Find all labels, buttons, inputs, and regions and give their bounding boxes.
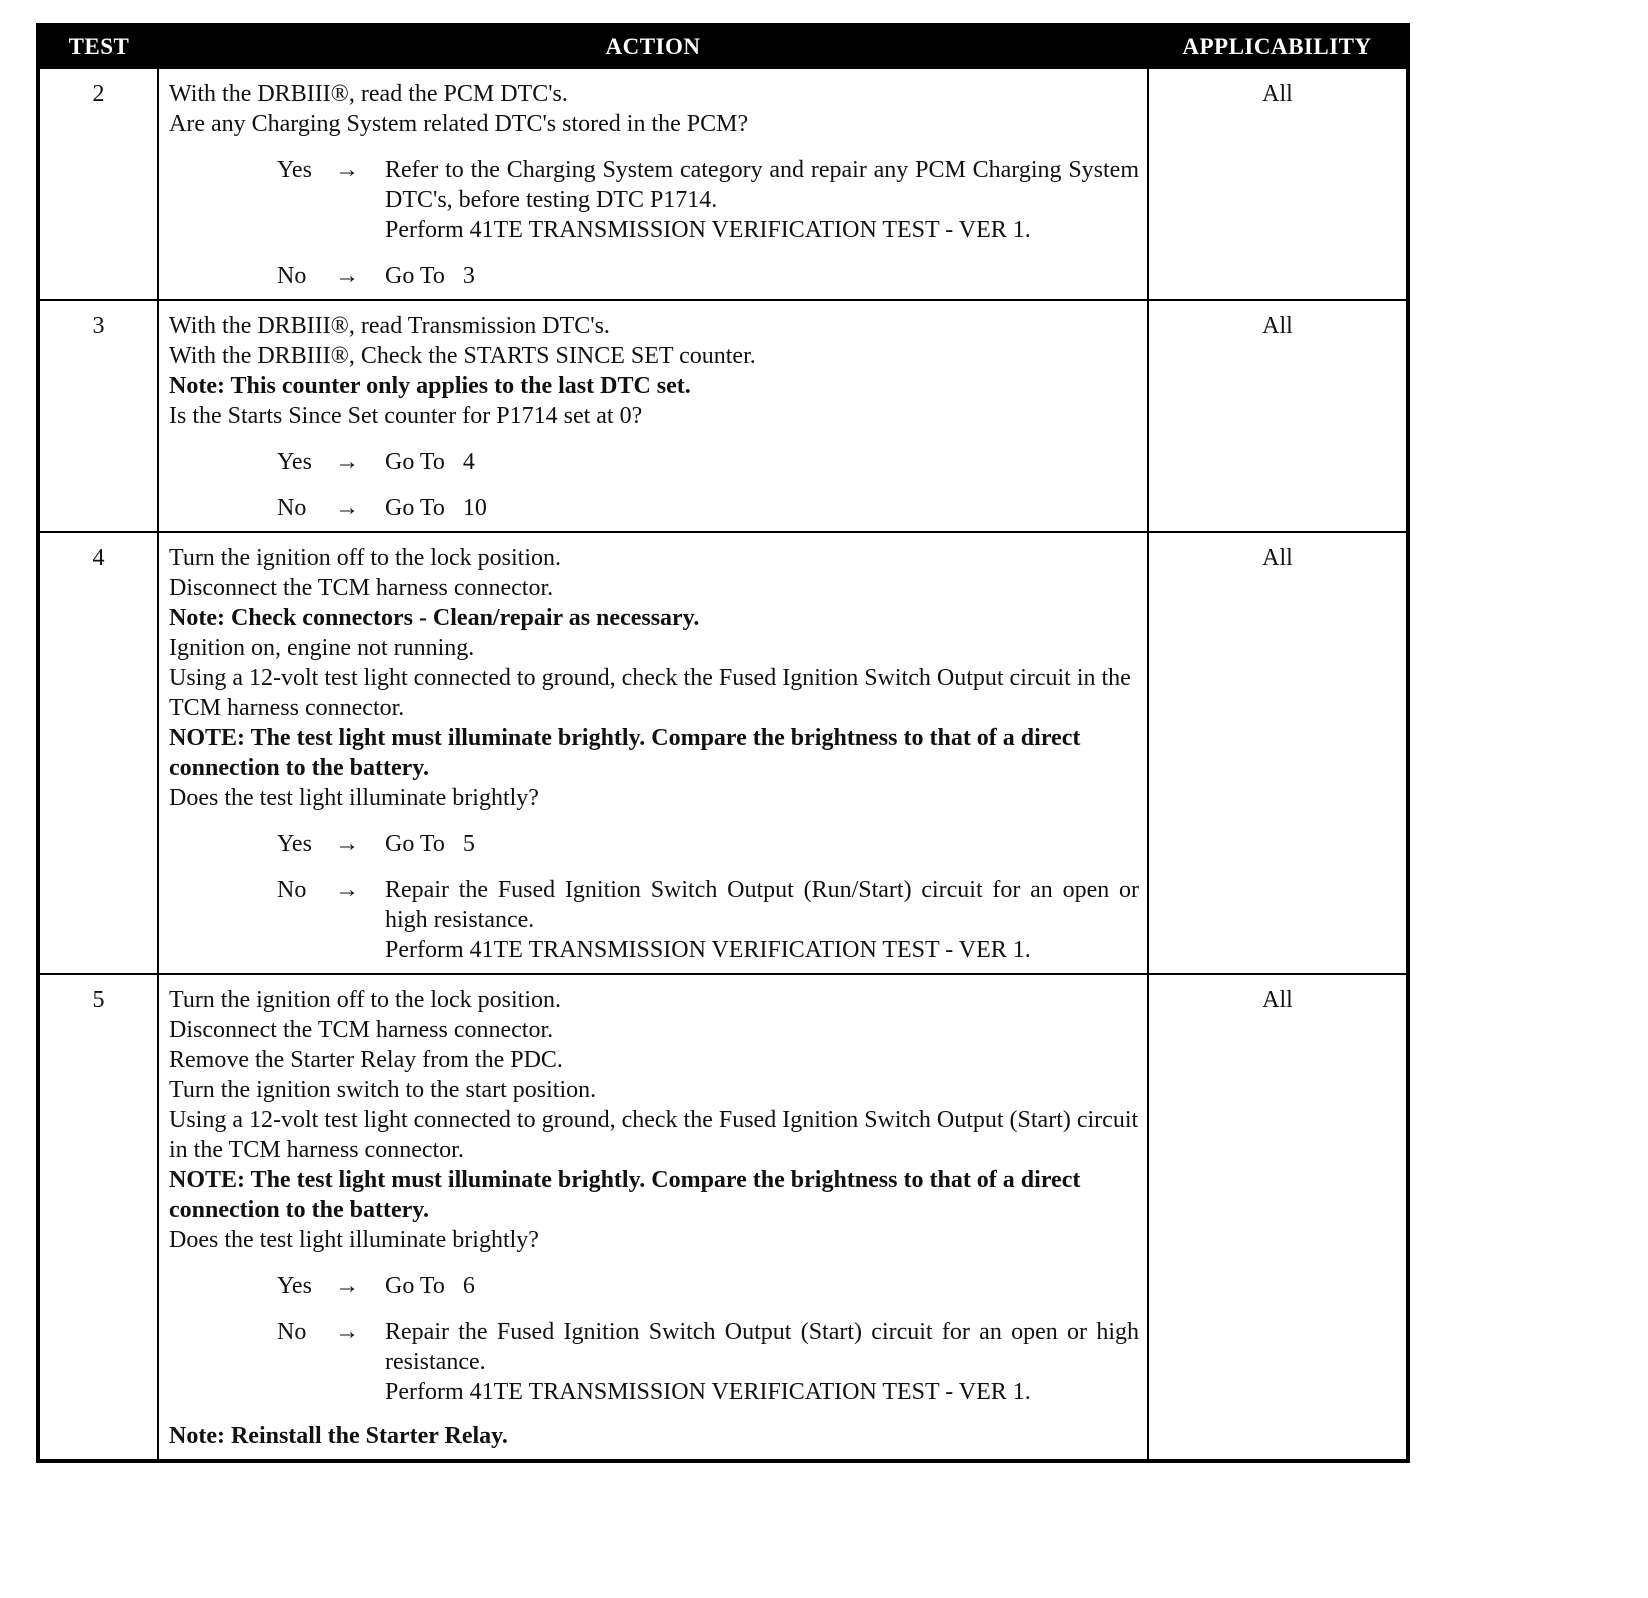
yes-branch bbox=[169, 829, 1139, 859]
yes-label: Yes bbox=[277, 157, 312, 183]
no-result bbox=[385, 1317, 1145, 1407]
yes-label: Yes bbox=[277, 449, 312, 475]
action-cell bbox=[158, 300, 1148, 532]
action-step: Disconnect the TCM harness connector. bbox=[169, 575, 554, 601]
result-line: Go To 6 bbox=[385, 1273, 475, 1299]
arrow-right-icon: → bbox=[335, 831, 359, 857]
action-step: With the DRBIII®, read Transmission DTC's. bbox=[169, 313, 610, 339]
action-step: Is the Starts Since Set counter for P1714 set at 0? bbox=[169, 403, 643, 429]
result-line: Perform 41TE TRANSMISSION VERIFICATION TEST - VER 1. bbox=[385, 217, 1031, 243]
action-step: Ignition on, engine not running. bbox=[169, 635, 475, 661]
applicability-cell: All bbox=[1148, 532, 1408, 974]
yes-result bbox=[385, 155, 1145, 245]
yes-result bbox=[385, 447, 1139, 477]
result-line: Repair the Fused Ignition Switch Output (Start) circuit for an open or high resistance. bbox=[385, 1319, 1145, 1375]
action-step: Are any Charging System related DTC's stored in the PCM? bbox=[169, 111, 749, 137]
arrow-right-icon: → bbox=[335, 157, 359, 183]
action-step: Disconnect the TCM harness connector. bbox=[169, 1017, 554, 1043]
action-step: With the DRBIII®, read the PCM DTC's. bbox=[169, 81, 568, 107]
no-label: No bbox=[277, 1319, 307, 1345]
yes-result bbox=[385, 1271, 1139, 1301]
arrow-right-icon: → bbox=[335, 495, 359, 521]
action-note: NOTE: The test light must illuminate brightly. Compare the brightness to that of a direct connection to the battery. bbox=[169, 1167, 1081, 1223]
table-row bbox=[38, 532, 1408, 974]
arrow-right-icon: → bbox=[335, 1319, 359, 1345]
action-step: Using a 12-volt test light connected to ground, check the Fused Ignition Switch Output (Start) circuit in the TCM harness connector. bbox=[169, 1107, 1139, 1163]
result-line: Repair the Fused Ignition Switch Output (Run/Start) circuit for an open or high resistance. bbox=[385, 877, 1145, 933]
test-number: 3 bbox=[38, 300, 158, 532]
action-note: Note: This counter only applies to the last DTC set. bbox=[169, 373, 691, 399]
header-action: ACTION bbox=[158, 25, 1148, 68]
table-row bbox=[38, 300, 1408, 532]
header-applicability: APPLICABILITY bbox=[1148, 25, 1408, 68]
action-cell bbox=[158, 974, 1148, 1461]
table-row bbox=[38, 68, 1408, 300]
arrow-right-icon: → bbox=[335, 449, 359, 475]
test-number: 5 bbox=[38, 974, 158, 1461]
result-line: Perform 41TE TRANSMISSION VERIFICATION TEST - VER 1. bbox=[385, 937, 1031, 963]
no-label: No bbox=[277, 263, 307, 289]
result-line: Go To 5 bbox=[385, 831, 475, 857]
yes-result bbox=[385, 829, 1139, 859]
result-line: Perform 41TE TRANSMISSION VERIFICATION TEST - VER 1. bbox=[385, 1379, 1031, 1405]
action-step: Does the test light illuminate brightly? bbox=[169, 785, 539, 811]
action-step: Remove the Starter Relay from the PDC. bbox=[169, 1047, 563, 1073]
action-cell bbox=[158, 68, 1148, 300]
test-number: 2 bbox=[38, 68, 158, 300]
no-branch bbox=[169, 875, 1145, 965]
result-line: Go To 4 bbox=[385, 449, 475, 475]
no-branch bbox=[169, 261, 1139, 291]
yes-label: Yes bbox=[277, 831, 312, 857]
yes-branch bbox=[169, 447, 1139, 477]
action-note: Note: Check connectors - Clean/repair as necessary. bbox=[169, 605, 700, 631]
action-step: With the DRBIII®, Check the STARTS SINCE SET counter. bbox=[169, 343, 756, 369]
applicability-cell: All bbox=[1148, 68, 1408, 300]
table-header-row bbox=[38, 25, 1408, 68]
no-branch bbox=[169, 1317, 1145, 1407]
diagnostic-test-table bbox=[36, 23, 1410, 1463]
action-note: NOTE: The test light must illuminate brightly. Compare the brightness to that of a direct connection to the battery. bbox=[169, 725, 1081, 781]
result-line: Go To 3 bbox=[385, 263, 475, 289]
applicability-cell: All bbox=[1148, 974, 1408, 1461]
arrow-right-icon: → bbox=[335, 1273, 359, 1299]
no-result bbox=[385, 493, 1139, 523]
no-result bbox=[385, 261, 1139, 291]
no-label: No bbox=[277, 495, 307, 521]
table-body bbox=[38, 68, 1408, 1461]
action-step: Turn the ignition off to the lock position. bbox=[169, 545, 562, 571]
action-step: Does the test light illuminate brightly? bbox=[169, 1227, 539, 1253]
yes-label: Yes bbox=[277, 1273, 312, 1299]
result-line: Refer to the Charging System category and repair any PCM Charging System DTC's, before testing DTC P1714. bbox=[385, 157, 1145, 213]
test-number: 4 bbox=[38, 532, 158, 974]
final-note: Note: Reinstall the Starter Relay. bbox=[169, 1423, 508, 1449]
yes-branch bbox=[169, 155, 1145, 245]
yes-branch bbox=[169, 1271, 1139, 1301]
applicability-cell: All bbox=[1148, 300, 1408, 532]
no-branch bbox=[169, 493, 1139, 523]
action-cell bbox=[158, 532, 1148, 974]
result-line: Go To 10 bbox=[385, 495, 487, 521]
no-result bbox=[385, 875, 1145, 965]
arrow-right-icon: → bbox=[335, 877, 359, 903]
action-step: Using a 12-volt test light connected to ground, check the Fused Ignition Switch Output circuit in the TCM harness connector. bbox=[169, 665, 1131, 721]
action-step: Turn the ignition off to the lock position. bbox=[169, 987, 562, 1013]
table-row bbox=[38, 974, 1408, 1461]
no-label: No bbox=[277, 877, 307, 903]
arrow-right-icon: → bbox=[335, 263, 359, 289]
action-step: Turn the ignition switch to the start position. bbox=[169, 1077, 597, 1103]
header-test: TEST bbox=[38, 25, 158, 68]
